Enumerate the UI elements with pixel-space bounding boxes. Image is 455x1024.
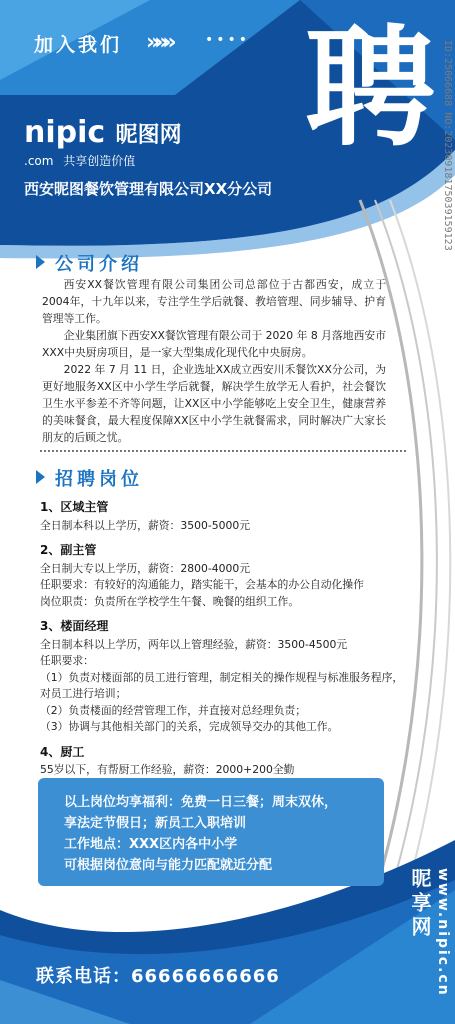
job-item — [40, 499, 410, 534]
jobs-heading — [36, 465, 143, 491]
job-line: （2）负责楼面的经营管理工作，并直接对总经理负责； — [40, 703, 306, 717]
triangle-icon — [36, 255, 45, 269]
bottom-watermark — [408, 868, 451, 1024]
job-title: 2、副主管 — [40, 543, 97, 557]
intro-body — [42, 276, 386, 446]
benefit-line: 以上岗位均享福利：免费一日三餐；周末双休， — [64, 795, 338, 810]
job-line: （3）协调与其他相关部门的关系，完成领导交办的其他工作。 — [40, 720, 339, 733]
job-item — [40, 744, 410, 779]
benefits-box — [38, 778, 384, 886]
benefit-line: 可根据岗位意向与能力匹配就近分配 — [64, 858, 273, 873]
benefit-line: 享法定节假日；新员工入职培训 — [64, 816, 247, 831]
job-line: 55岁以下，有帮厨工作经验，薪资：2000+200全勤 — [40, 763, 295, 776]
job-title: 1、区域主管 — [40, 500, 109, 514]
intro-paragraph: 西安XX餐饮管理有限公司集团公司总部位于古都西安，成立于2004年，十九年以来，专注学生学后就餐、教培管理、同步辅导、护育管理等工作。 — [42, 278, 386, 325]
job-item — [40, 618, 410, 736]
triangle-icon — [36, 470, 45, 484]
logo-slogan: 共享创造价值 — [63, 154, 136, 168]
section-divider — [40, 450, 406, 452]
bottom-brand-name: 昵享网 — [408, 868, 432, 940]
logo-cn: 昵图网 — [115, 123, 182, 148]
job-line: 任职要求： — [40, 654, 94, 667]
chevrons-decoration: »»» — [146, 30, 171, 55]
job-line: 全日制本科以上学历，薪资：3500-5000元 — [40, 518, 251, 532]
job-line: 全日制大专以上学历，薪资：2800-4000元 — [40, 561, 251, 575]
job-line: 全日制本科以上学历，两年以上管理经验，薪资：3500-4500元 — [40, 637, 348, 651]
job-line: 任职要求：有较好的沟通能力，踏实能干，会基本的办公自动化操作 — [40, 578, 364, 591]
benefit-line: 工作地点：XXX区内各中小学 — [64, 837, 238, 852]
intro-heading — [36, 250, 143, 276]
job-item — [40, 542, 410, 610]
brand-logo — [24, 115, 182, 169]
job-title: 3、楼面经理 — [40, 619, 109, 633]
join-us-label: 加入我们 — [34, 34, 123, 56]
company-name: 西安昵图餐饮管理有限公司XX分公司 — [24, 180, 273, 198]
dots-decoration: •••• — [205, 32, 251, 48]
intro-paragraph: 企业集团旗下西安XX餐饮管理有限公司于 2020 年 8 月落地西安市XXX中央厨房项目，是一家大型集成化现代化中央厨房。 — [42, 329, 386, 359]
logo-latin: nipic — [24, 115, 106, 150]
job-title: 4、厨工 — [40, 744, 85, 759]
contact-phone: 联系电话：66666666666 — [36, 966, 280, 987]
job-line: （1）负责对楼面部的员工进行管理，制定相关的操作规程与标准服务程序， — [40, 670, 404, 684]
bottom-url: www.nipic.cn — [435, 868, 451, 997]
intro-paragraph: 2022 年 7 月 11 日，企业选址XX成立西安川禾餐饮XX分公司，为更好地服务XX区中小学生学后就餐，解决学生放学无人看护，社会餐饮卫生水平参差不齐等问题，让XX区中小学能够吃上安全卫生，健康营养的美味餐食，最大程度保障XX区中小学生就餐需求，同时解决广大家长朋友的后顾之忧。 — [42, 363, 386, 444]
hiring-character: 聘 — [304, 12, 435, 164]
logo-title — [24, 115, 182, 150]
logo-subline — [24, 152, 182, 169]
job-line: 对员工进行培训； — [40, 687, 127, 700]
job-line: 岗位职责：负责所在学校学生午餐、晚餐的组织工作。 — [40, 594, 300, 608]
side-watermark: ID:25066688 NO:20230918175039159123 — [442, 40, 453, 251]
logo-domain: .com — [24, 154, 54, 168]
intro-title: 公司介绍 — [55, 254, 143, 275]
jobs-list — [40, 499, 410, 787]
jobs-title: 招聘岗位 — [55, 469, 143, 490]
